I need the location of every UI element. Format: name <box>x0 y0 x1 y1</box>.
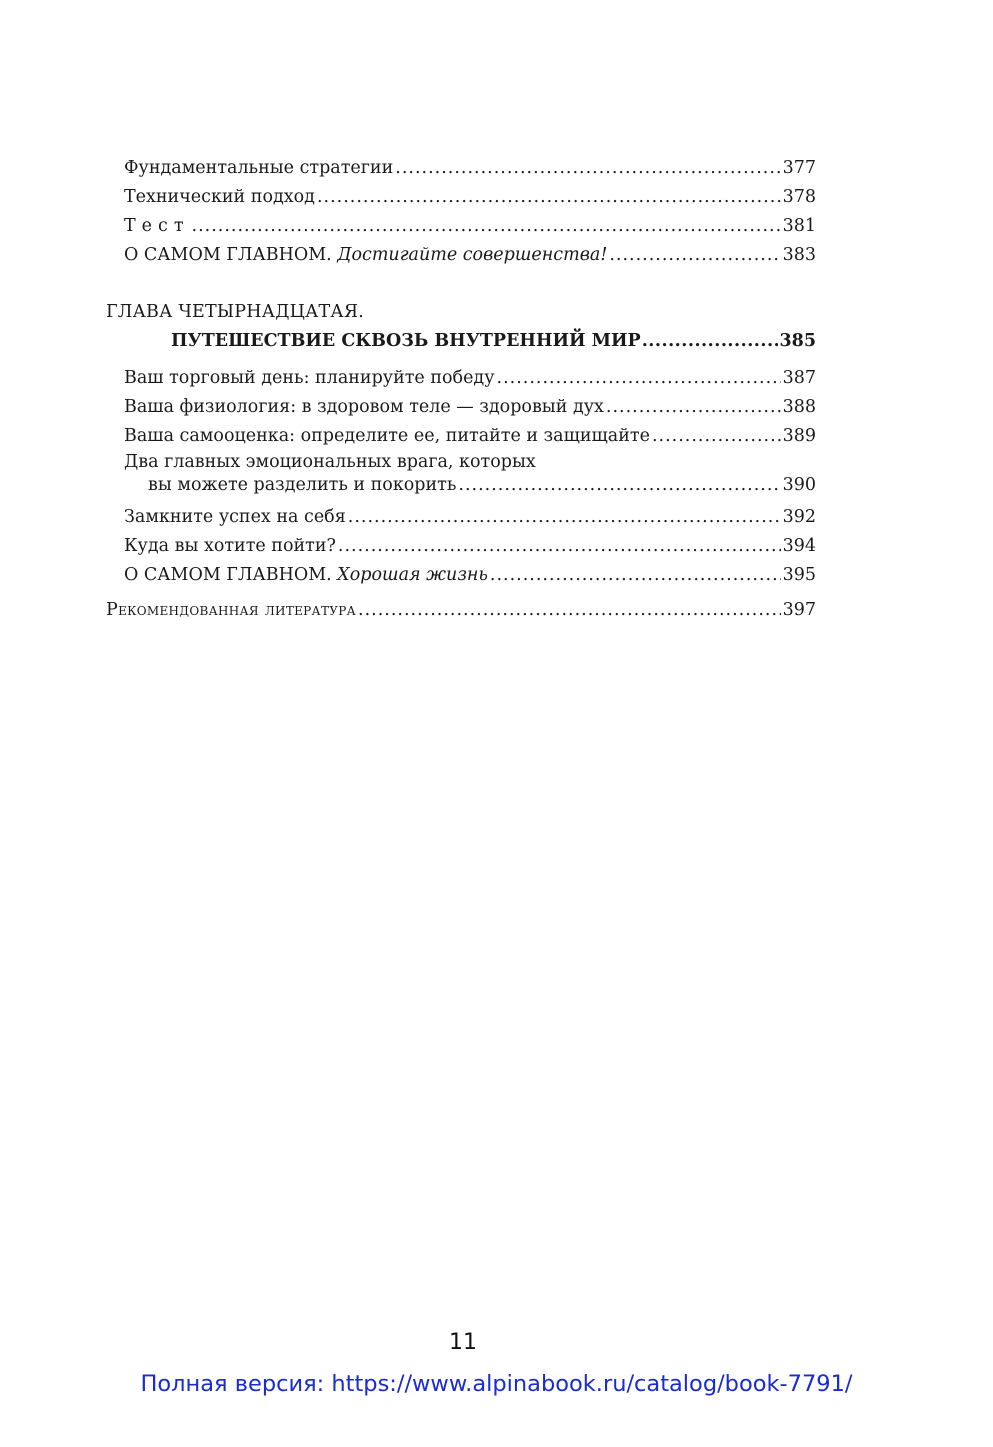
toc-entry-page: 387 <box>782 368 816 388</box>
toc-entry-title-main: О САМОМ ГЛАВНОМ. <box>124 565 338 585</box>
toc-entry <box>106 503 816 532</box>
toc-entry-page: 395 <box>782 565 816 585</box>
toc-entry-title: Фундаментальные стратегии <box>124 158 394 178</box>
toc-entry <box>106 561 816 590</box>
chapter-title-entry <box>106 327 816 356</box>
toc-entry-page: 381 <box>782 216 816 236</box>
toc-entry-page: 390 <box>782 475 816 495</box>
chapter-label: ГЛАВА ЧЕТЫРНАДЦАТАЯ. <box>106 302 364 322</box>
dot-leader <box>652 422 781 451</box>
toc-entry-page: 389 <box>782 426 816 446</box>
toc-entry-page: 394 <box>782 536 816 556</box>
dot-leader <box>606 393 781 422</box>
toc-entry <box>106 212 816 241</box>
toc-entry <box>106 393 816 422</box>
dot-leader <box>358 596 781 625</box>
full-version-link[interactable]: Полная версия: https://www.alpinabook.ru/catalog/book-7791/ <box>140 1371 853 1397</box>
toc-entry-title: Ваша самооценка: определите ее, питайте и защищайте <box>124 426 650 446</box>
toc-entry-title: Рекомендованная литература <box>106 600 356 620</box>
toc-entry-title <box>124 561 488 590</box>
toc-entry <box>106 183 816 212</box>
dot-leader <box>490 561 781 590</box>
toc-entry-title: Технический подход <box>124 187 315 207</box>
toc-entry-title <box>124 241 607 270</box>
toc-entry-title: Ваша физиология: в здоровом теле — здоровый дух <box>124 397 604 417</box>
toc-entry-literature <box>106 596 816 625</box>
dot-leader <box>317 183 781 212</box>
toc-entry-title-main: О САМОМ ГЛАВНОМ. <box>124 245 338 265</box>
dot-leader <box>348 503 781 532</box>
dot-leader <box>192 212 781 241</box>
chapter-title: ПУТЕШЕСТВИЕ СКВОЗЬ ВНУТРЕННИЙ МИР <box>171 331 641 351</box>
toc-entry-page: 378 <box>782 187 816 207</box>
spacer <box>106 270 816 298</box>
toc-entry-title-italic: Достигайте совершенства! <box>337 245 608 265</box>
dot-leader <box>395 154 780 183</box>
dot-leader <box>497 364 781 393</box>
toc-entry-title: Замкните успех на себя <box>124 507 346 527</box>
toc-entry-page: 392 <box>782 507 816 527</box>
toc-entry <box>106 241 816 270</box>
page-number: 11 <box>449 1330 477 1355</box>
toc-entry <box>106 422 816 451</box>
toc-entry-page: 383 <box>782 245 816 265</box>
toc-entry-title-italic: Хорошая жизнь <box>337 565 488 585</box>
toc-entry-title: Куда вы хотите пойти? <box>124 536 336 556</box>
dot-leader <box>609 241 780 270</box>
toc-entry-page: 388 <box>782 397 816 417</box>
toc-entry-title: Ваш торговый день: планируйте победу <box>124 368 495 388</box>
dot-leader <box>458 474 780 497</box>
dot-leader <box>642 327 779 356</box>
chapter-page: 385 <box>779 331 816 351</box>
toc-entry-title-line1: Два главных эмоциональных врага, которых <box>124 452 536 472</box>
toc-entry-title-line2: вы можете разделить и покорить <box>148 475 457 495</box>
toc-entry <box>106 474 816 497</box>
table-of-contents <box>106 154 816 625</box>
toc-entry-page: 397 <box>782 600 816 620</box>
dot-leader <box>338 532 781 561</box>
toc-entry <box>106 532 816 561</box>
toc-entry <box>106 364 816 393</box>
toc-entry <box>106 154 816 183</box>
toc-entry-page: 377 <box>782 158 816 178</box>
toc-entry-multiline <box>106 451 816 497</box>
toc-entry-title: Тест <box>124 216 190 236</box>
